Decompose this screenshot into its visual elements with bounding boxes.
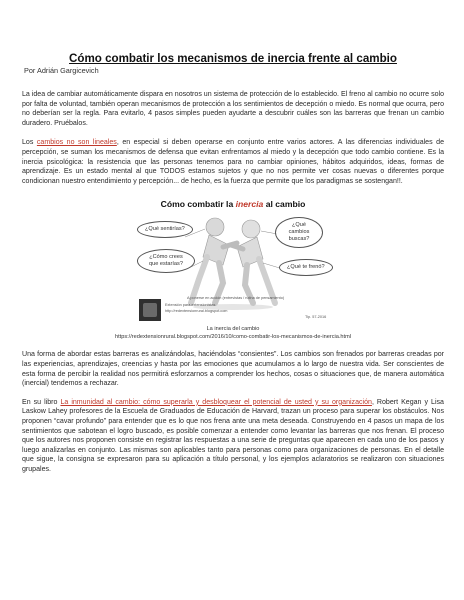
figure-inercia — [133, 195, 333, 323]
link-cambios-no-lineales[interactable]: cambios no son lineales — [36, 139, 117, 147]
paragraph-barreras: Una forma de abordar estas barreras es analizándolas, haciéndolas “consientes”. Los cambios son frenados por barreras creadas por las experiencias, aprendizajes, creencias y hasta por las emociones que acumulamos a lo largo de nuestra vida. Ser conscientes de esta forma de percibir la realidad nos permitirá esforzarnos a comprender los hechos, cosas o situaciones que, de manera automática (inercial) tendemos a rechazar. — [22, 351, 444, 388]
figure-footer-text: A ponerse en acción (entrevistas / rutina de pensamiento) — [187, 296, 285, 301]
bubble-que-te-freno: ¿Qué te frenó? — [279, 259, 333, 276]
p2-rest: , en especial si deben operarse en conjunto entre varios actores. A las diferencias individuales de percepción, se suman los mecanismos de defensa que evitan enfrentamos al miedo y la decepción que todo cambio contiene. Es la inercia psicológica: la resistencia que las personas tenemos para no cambiar opiniones, hábitos adquiridos, ideas, formas de aprendizaje. Es un estado mental al que TODOS estamos sujetos y que no nos permite ver cosas nuevas o diferentes porque condicionan nuestro entendimiento y percepción... de hecho, es la fuerza que permite que los paradigmas se sostengan!!. — [22, 139, 444, 185]
caption-url[interactable]: https://redextensionrural.blogspot.com/2016/10/como-combatir-los-mecanismos-de-inercia.html — [115, 334, 351, 341]
thumb-text-line2: http://redextensionrural.blogspot.com — [165, 309, 228, 314]
caption-title: La inercia del cambio — [206, 326, 260, 333]
paragraph-intro: La idea de cambiar automáticamente dispara en nosotros un sistema de protección de lo establecido. El freno al cambio no ocurre solo por falta de voluntad, también operan mecanismos de protección a los sentimientos de decepción o miedo. Es normal que ocurra, pero no deberían ser la regla. Para evitarlo, 4 pasos simples pueden ayudarte a descubrir cuáles son las barreras que frenan un cambio duradero. Pruébalos. — [22, 91, 444, 127]
bubble-como-crees-que-estarias: ¿Cómo crees que estarías? — [137, 249, 195, 273]
figure-caption — [22, 325, 444, 341]
figure-title: Cómo combatir la inercia al cambio — [160, 199, 306, 210]
bubble-que-sentirias: ¿Qué sentirías? — [137, 221, 193, 238]
thumb-text-line1: Extensión para extensionistas — [165, 303, 216, 308]
p2-prefix: Los — [22, 139, 37, 147]
author-line: Por Adrián Gargicevich — [24, 66, 99, 75]
link-libro-inmunidad[interactable]: La inmunidad al cambio: cómo superarla y desbloquear el potencial de usted y su organización — [60, 398, 372, 406]
p4-rest: , Robert Kegan y Lisa Laskow Lahey profesores de la Escuela de Graduados de Educación de Harvard, trazan un proceso para superar los obstáculos. Nos proponen “cavar profundo” para entender que es lo que nos frena ante una meta deseada. Construyendo en 4 pasos un mapa de los sentimientos que sabotean el logro buscado, es posible comenzar a entender como levantar las barreras que nos frenan. El proceso que los autores nos proponen consiste en registrar las respuestas a una serie de preguntas que aparecen en cada uno de los pasos y luego analizarlas en conjunto. Las mismas son aplicables tanto para personas como para organizaciones de personas. En el detalle que sigue, la consigna se expresaron para su aplicación a título personal, y los ejemplos aclaratorios se realizaron con situaciones grupales. — [22, 398, 444, 473]
figure-footer-tip: Tip. 57-2016 — [305, 315, 327, 320]
page-title: Cómo combatir los mecanismos de inercia frente al cambio — [69, 52, 397, 65]
figure-title-emphasis: inercia — [235, 199, 264, 210]
paragraph-nonlinear — [22, 138, 444, 186]
paragraph-libro — [22, 398, 444, 475]
p4-prefix: En su libro — [22, 398, 61, 406]
blog-thumbnail-image — [139, 299, 161, 321]
document-page — [22, 52, 444, 474]
bubble-que-cambios-buscas: ¿Qué cambios buscas? — [275, 217, 323, 248]
